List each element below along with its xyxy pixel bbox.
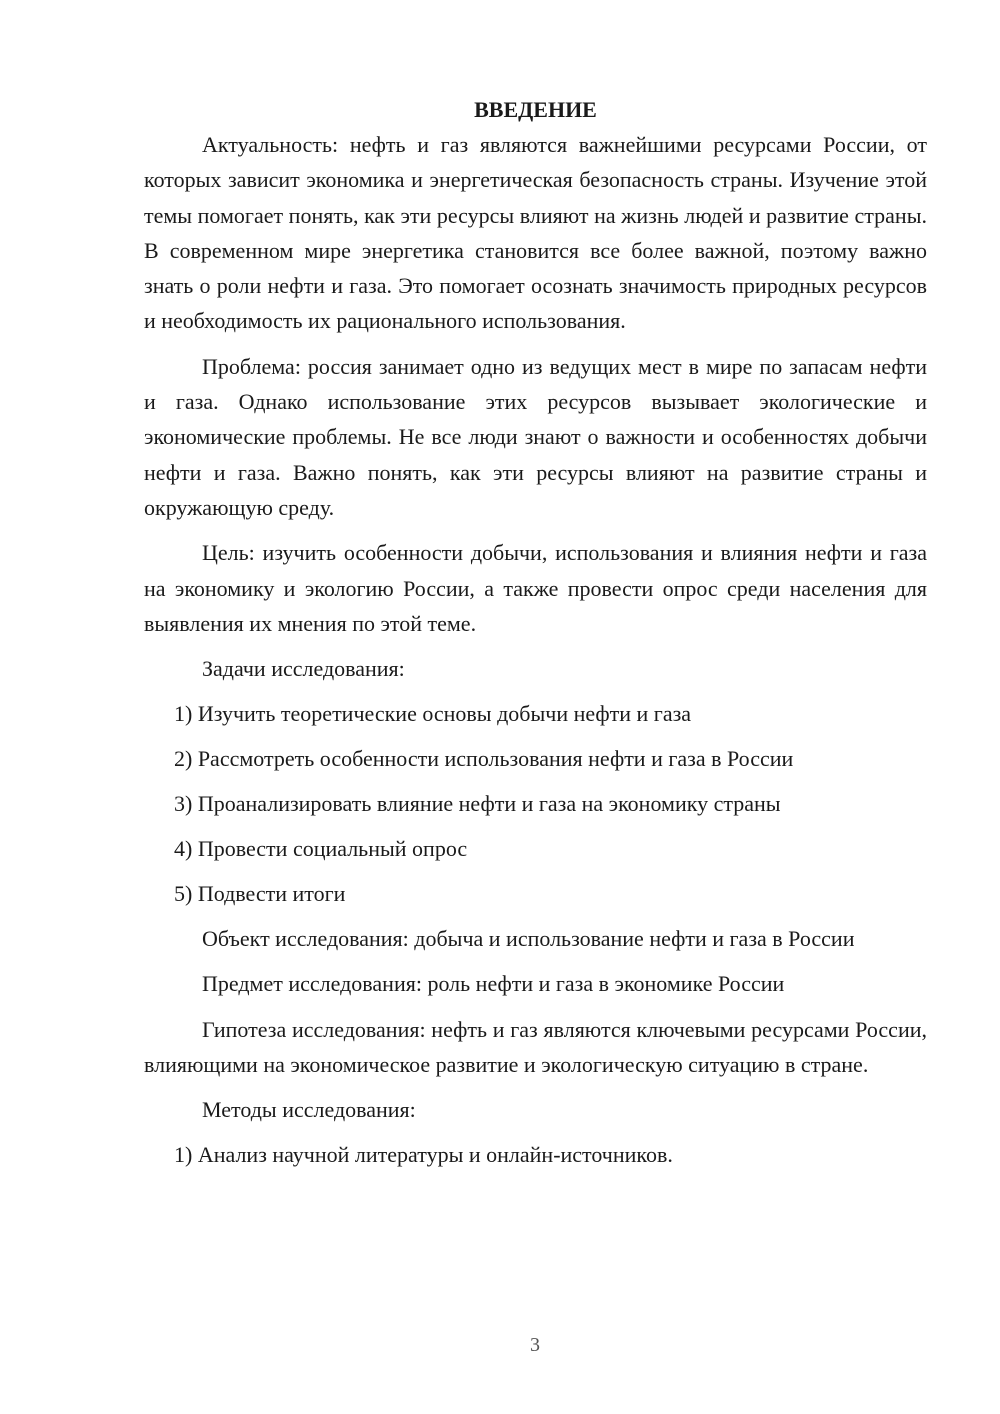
object-paragraph: Объект исследования: добыча и использование нефти и газа в России bbox=[202, 926, 855, 952]
method-item-1: 1) Анализ научной литературы и онлайн-источников. bbox=[174, 1142, 673, 1168]
section-title: ВВЕДЕНИЕ bbox=[474, 97, 597, 122]
problem-paragraph: Проблема: россия занимает одно из ведущих мест в мире по запасам нефти и газа. Однако использование этих ресурсов вызывает экологические и экономические проблемы. Не все люди знают о важности и особенностях добычи нефти и газа. Важно понять, как эти ресурсы влияют на развитие страны и окружающую среду. bbox=[144, 353, 927, 520]
hypothesis-paragraph: Гипотеза исследования: нефть и газ являются ключевыми ресурсами России, влияющими на экономическое развитие и экологическую ситуацию в стране. bbox=[144, 1016, 927, 1078]
task-item-5: 5) Подвести итоги bbox=[174, 881, 346, 907]
goal-paragraph: Цель: изучить особенности добычи, использования и влияния нефти и газа на экономику и экологию России, а также провести опрос среди населения для выявления их мнения по этой теме. bbox=[144, 540, 927, 636]
subject-paragraph: Предмет исследования: роль нефти и газа в экономике России bbox=[202, 971, 785, 997]
relevance-paragraph: Актуальность: нефть и газ являются важнейшими ресурсами России, от которых зависит экономика и энергетическая безопасность страны. Изучение этой темы помогает понять, как эти ресурсы влияют на жизнь людей и развитие страны. В современном мире энергетика становится все более важной, поэтому важно знать о роли нефти и газа. Это помогает осознать значимость природных ресурсов и необходимость их рационального использования. bbox=[144, 132, 927, 334]
task-item-4: 4) Провести социальный опрос bbox=[174, 836, 468, 862]
task-item-2: 2) Рассмотреть особенности использования нефти и газа в России bbox=[174, 746, 794, 772]
document-page bbox=[144, 92, 927, 1182]
task-item-1: 1) Изучить теоретические основы добычи нефти и газа bbox=[174, 701, 692, 727]
tasks-heading: Задачи исследования: bbox=[202, 656, 405, 682]
page-number: 3 bbox=[530, 1334, 540, 1356]
task-item-3: 3) Проанализировать влияние нефти и газа на экономику страны bbox=[174, 791, 781, 817]
methods-heading: Методы исследования: bbox=[202, 1097, 416, 1123]
